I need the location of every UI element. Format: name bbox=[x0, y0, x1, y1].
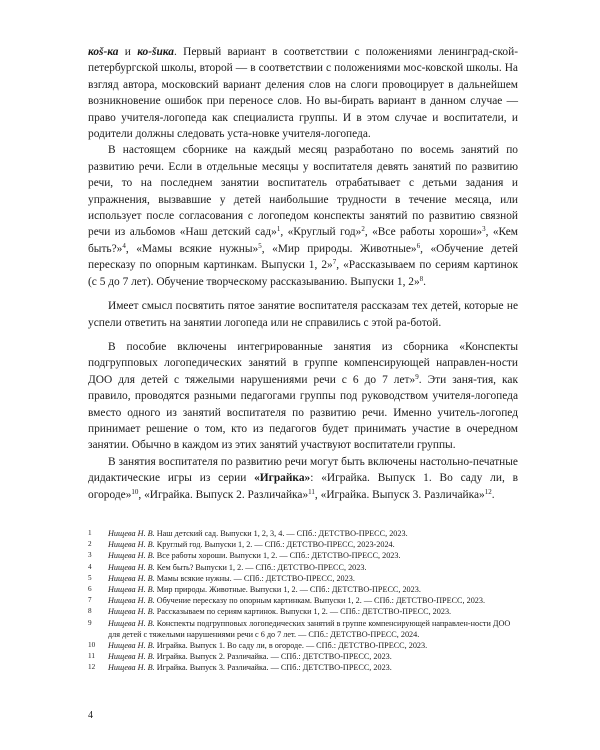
footnote-author: Нищева Н. В. bbox=[108, 573, 155, 583]
footnote-number: 10 bbox=[88, 641, 96, 650]
paragraph-1-rest: . Первый вариант в соответствии с положениями ленинград-ской-петербургской школы, второй — в соответствии с положениями мос-ковской школы. На взгляд автора, московский вариант деления слов на слоги провоцирует в дальнейшем возникновение ошибок при переносе слов. Но вы-бирать вариант в данном случае — право учителя-логопеда как специалиста группы. И в этом случае и воспитатели, и родители должны следовать уста-новке учителя-логопеда. bbox=[88, 46, 519, 141]
footnote-number: 3 bbox=[88, 551, 92, 560]
footnote-text bbox=[108, 573, 518, 584]
text-run: . bbox=[423, 275, 427, 288]
footnote-ref-8[interactable]: 8 bbox=[419, 274, 424, 283]
footnote-text bbox=[108, 662, 518, 673]
footnote-number: 2 bbox=[88, 540, 92, 549]
footnote-number: 1 bbox=[88, 529, 92, 537]
footnote bbox=[88, 528, 518, 539]
text-run: , «Играйка. Выпуск 2. Различайка» bbox=[138, 488, 309, 501]
page-number: 4 bbox=[88, 710, 93, 721]
footnote-ref-5[interactable]: 5 bbox=[258, 241, 262, 250]
footnote-text bbox=[108, 651, 518, 662]
footnote-citation: Наш детский сад. Выпуски 1, 2, 3, 4. — СПб.: ДЕТСТВО-ПРЕСС, 2023. bbox=[154, 529, 408, 538]
footnote-citation: Рассказываем по сериям картинок. Выпуски 1, 2. — СПб.: ДЕТСТВО-ПРЕСС, 2023. bbox=[154, 607, 452, 617]
footnote-citation: Конспекты подгрупповых логопедических занятий в группе компенсирующей направлен-ности ДОО для детей с тяжелыми нарушениями речи с 6 до 7 лет. — СПб.: ДЕТСТВО-ПРЕСС, 2024. bbox=[108, 618, 511, 639]
conjunction: и bbox=[118, 46, 138, 58]
footnote-ref-6[interactable]: 6 bbox=[416, 241, 421, 250]
text-run: , «Кем быть?» bbox=[88, 226, 518, 255]
text-run: В занятия воспитателя по развитию речи могут быть включены настольно-печатные дидактические игры из серии bbox=[88, 455, 518, 485]
text-run: , «Играйка. Выпуск 3. Различайка» bbox=[314, 488, 485, 501]
footnote-author: Нищева Н. В. bbox=[108, 607, 155, 617]
footnote-citation: Играйка. Выпуск 2. Различайка. — СПб.: ДЕТСТВО-ПРЕСС, 2023. bbox=[154, 652, 392, 662]
footnote-ref-1[interactable]: 1 bbox=[276, 225, 281, 234]
hyphenation-variant-1: коš-ка bbox=[88, 46, 119, 58]
footnote-number: 11 bbox=[88, 652, 95, 661]
text-run: , «Обучение детей пересказу по опорным картинкам. Выпуски 1, 2» bbox=[88, 242, 518, 272]
footnote-text bbox=[108, 606, 518, 617]
footnote bbox=[88, 584, 518, 595]
footnote bbox=[88, 539, 518, 550]
footnote-author: Нищева Н. В. bbox=[108, 551, 155, 561]
footnote-number: 6 bbox=[88, 585, 92, 594]
paragraph-2 bbox=[88, 142, 518, 290]
footnote bbox=[88, 550, 518, 561]
footnote-author: Нищева Н. В. bbox=[108, 663, 155, 673]
footnote bbox=[88, 651, 518, 662]
footnote bbox=[88, 573, 518, 584]
paragraph-3: Имеет смысл посвятить пятое занятие воспитателя рассказам тех детей, которые не успели ответить на занятии логопеда или не справились с этой ра-ботой. bbox=[88, 300, 518, 329]
text-run: , «Рассказываем по сериям картинок (с 5 до 7 лет). Обучение творческому рассказыванию. Выпуски 1, 2» bbox=[88, 259, 518, 288]
footnotes bbox=[88, 528, 518, 674]
footnote-text bbox=[108, 595, 518, 606]
footnote-number: 4 bbox=[88, 562, 92, 571]
paragraph-1 bbox=[88, 44, 518, 142]
text-run: . Эти заня-тия, как правило, проводятся разными педагогами группы под руководством учителя-логопеда вместо одного из занятий воспитателя по развитию речи. Именно учитель-логопед принимает решение о том, кто из педагогов будет принимать участие в очередном занятии. Обычно в каждом из этих занятий участвуют воспитатели группы. bbox=[88, 373, 518, 452]
footnote bbox=[88, 640, 518, 651]
footnote-text bbox=[108, 528, 518, 539]
footnote-text bbox=[108, 618, 518, 640]
footnote-citation: Мир природы. Животные. Выпуски 1, 2. — СПб.: ДЕТСТВО-ПРЕСС, 2023. bbox=[154, 585, 421, 595]
text-run: В пособие включены интегрированные занятия из сборника «Конспекты подгрупповых логопедических занятий в группе компенсирующей направлен-ности ДОО для детей с тяжелыми нарушениями речи с 6 до 7 лет» bbox=[88, 340, 518, 386]
text-run: : «Играйка. Выпуск 1. Во саду ли, в огороде» bbox=[88, 472, 518, 501]
main-text bbox=[88, 44, 518, 503]
footnote-number: 9 bbox=[88, 618, 92, 627]
hyphenation-variant-2: ко-šика bbox=[137, 46, 174, 58]
footnote-number: 5 bbox=[88, 573, 92, 582]
footnote-author: Нищева Н. В. bbox=[108, 652, 155, 662]
paragraph-4 bbox=[88, 339, 518, 454]
text-run: В настоящем сборнике на каждый месяц разработано по восемь занятий по развитию речи. Если в отдельные месяцы у воспитателя девять занятий по развитию речи, то на последнем занятии воспитатель отрабатывает с детьми задания и упражнения, вызвавшие у детей наибольшие трудности в течение месяца, или использует после согласования с логопедом конспекты занятий по развитию связной речи из альбомов «Наш детский сад» bbox=[88, 144, 518, 239]
footnote-ref-2[interactable]: 2 bbox=[361, 225, 365, 234]
footnote-ref-7[interactable]: 7 bbox=[332, 258, 337, 267]
footnote-author: Нищева Н. В. bbox=[108, 540, 155, 550]
footnote-ref-12[interactable]: 12 bbox=[484, 487, 492, 496]
footnote-ref-10[interactable]: 10 bbox=[131, 487, 139, 496]
text-run: , «Круглый год» bbox=[280, 226, 362, 239]
paragraph-5 bbox=[88, 454, 518, 503]
footnote-number: 12 bbox=[88, 663, 96, 672]
text-run: . bbox=[491, 488, 495, 501]
footnote-citation: Круглый год. Выпуски 1, 2. — СПб.: ДЕТСТВО-ПРЕСС, 2023-2024. bbox=[154, 540, 395, 550]
footnote-citation: Все работы хороши. Выпуски 1, 2. — СПб.: ДЕТСТВО-ПРЕСС, 2023. bbox=[154, 551, 401, 561]
footnote-citation: Обучение пересказу по опорным картинкам. Выпуски 1, 2. — СПб.: ДЕТСТВО-ПРЕСС, 2023. bbox=[154, 596, 486, 606]
text-run: , «Мамы всякие нужны» bbox=[125, 242, 259, 255]
footnote-author: Нищева Н. В. bbox=[108, 618, 155, 628]
footnote-ref-9[interactable]: 9 bbox=[415, 372, 419, 381]
footnote-text bbox=[108, 584, 518, 595]
footnote-text bbox=[108, 562, 518, 573]
footnote-number: 8 bbox=[88, 607, 92, 616]
footnote-number: 7 bbox=[88, 596, 92, 605]
footnote-author: Нищева Н. В. bbox=[108, 596, 155, 606]
series-title: «Играйка» bbox=[254, 472, 311, 485]
footnote-ref-4[interactable]: 4 bbox=[122, 241, 126, 250]
footnote-citation: Мамы всякие нужны. — СПб.: ДЕТСТВО-ПРЕСС, 2023. bbox=[154, 573, 355, 583]
footnote-author: Нищева Н. В. bbox=[108, 641, 155, 651]
footnote-author: Нищева Н. В. bbox=[108, 529, 155, 538]
footnote-citation: Играйка. Выпуск 3. Различайка. — СПб.: ДЕТСТВО-ПРЕСС, 2023. bbox=[154, 663, 392, 673]
text-run: , «Все работы хороши» bbox=[364, 226, 483, 239]
footnote-ref-3[interactable]: 3 bbox=[482, 225, 486, 234]
footnote bbox=[88, 595, 518, 606]
footnote-text bbox=[108, 640, 518, 651]
footnote-citation: Кем быть? Выпуски 1, 2. — СПб.: ДЕТСТВО-ПРЕСС, 2023. bbox=[154, 562, 367, 572]
footnote bbox=[88, 562, 518, 573]
footnote-ref-11[interactable]: 11 bbox=[308, 487, 315, 496]
footnote-author: Нищева Н. В. bbox=[108, 585, 155, 595]
footnote bbox=[88, 618, 518, 640]
footnote-text bbox=[108, 539, 518, 550]
footnote bbox=[88, 606, 518, 617]
footnote-citation: Играйка. Выпуск 1. Во саду ли, в огороде. — СПб.: ДЕТСТВО-ПРЕСС, 2023. bbox=[154, 641, 428, 651]
footnote bbox=[88, 662, 518, 673]
footnote-text bbox=[108, 550, 518, 561]
text-run: , «Мир природы. Животные» bbox=[261, 242, 417, 255]
footnote-author: Нищева Н. В. bbox=[108, 562, 155, 572]
